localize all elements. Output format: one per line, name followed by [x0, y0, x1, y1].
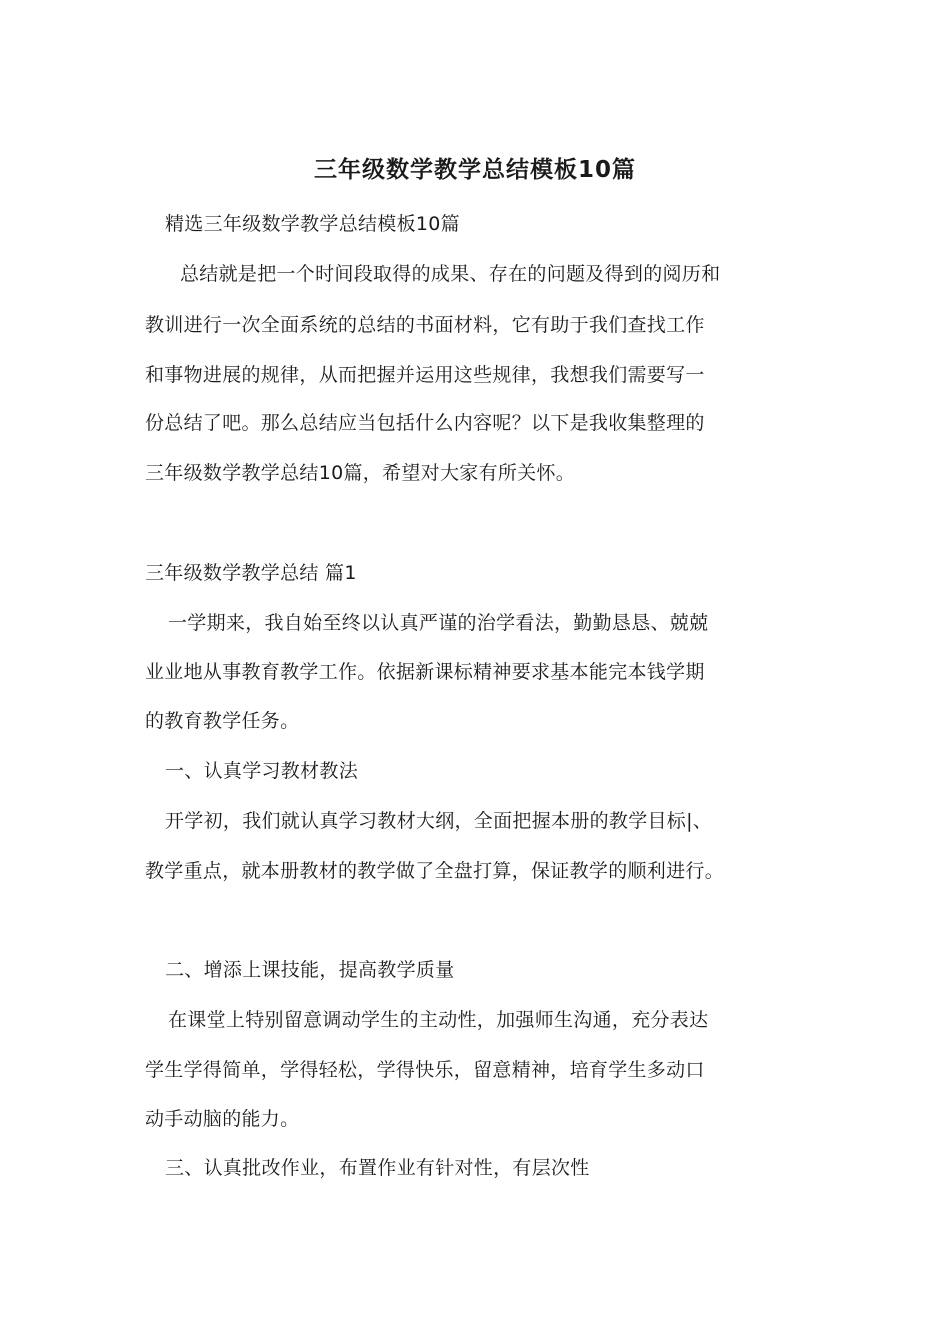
body-line: 的教育教学任务。 — [145, 710, 300, 732]
body-line: 动手动脑的能力。 — [145, 1108, 300, 1130]
body-line: 教学重点，就本册教材的教学做了全盘打算，保证教学的顺利进行。 — [145, 860, 725, 882]
intro-line: 份总结了吧。那么总结应当包括什么内容呢？以下是我收集整理的 — [145, 412, 705, 434]
document-subtitle: 精选三年级数学教学总结模板10篇 — [165, 213, 460, 235]
subheading-2: 二、增添上课技能，提高教学质量 — [165, 959, 455, 981]
subheading-1: 一、认真学习教材教法 — [165, 760, 359, 782]
subheading-3: 三、认真批改作业，布置作业有针对性，有层次性 — [165, 1157, 590, 1179]
document-title: 三年级数学教学总结模板10篇 — [313, 157, 636, 183]
intro-line: 教训进行一次全面系统的总结的书面材料，它有助于我们查找工作 — [145, 314, 705, 336]
body-line: 一学期来，我自始至终以认真严谨的治学看法，勤勤恳恳、兢兢 — [168, 612, 709, 634]
intro-line: 和事物进展的规律，从而把握并运用这些规律，我想我们需要写一 — [145, 364, 705, 386]
section-heading: 三年级数学教学总结 篇1 — [145, 562, 357, 584]
intro-line: 三年级数学教学总结10篇，希望对大家有所关怀。 — [145, 462, 576, 484]
body-line: 在课堂上特别留意调动学生的主动性，加强师生沟通，充分表达 — [168, 1009, 709, 1031]
body-line: 业业地从事教育教学工作。依据新课标精神要求基本能完本钱学期 — [145, 661, 705, 683]
intro-line: 总结就是把一个时间段取得的成果、存在的问题及得到的阅历和 — [180, 263, 721, 285]
body-line: 学生学得简单，学得轻松，学得快乐，留意精神，培育学生多动口 — [145, 1059, 705, 1081]
body-line: 开学初，我们就认真学习教材大纲，全面把握本册的教学目标|、 — [165, 810, 713, 832]
